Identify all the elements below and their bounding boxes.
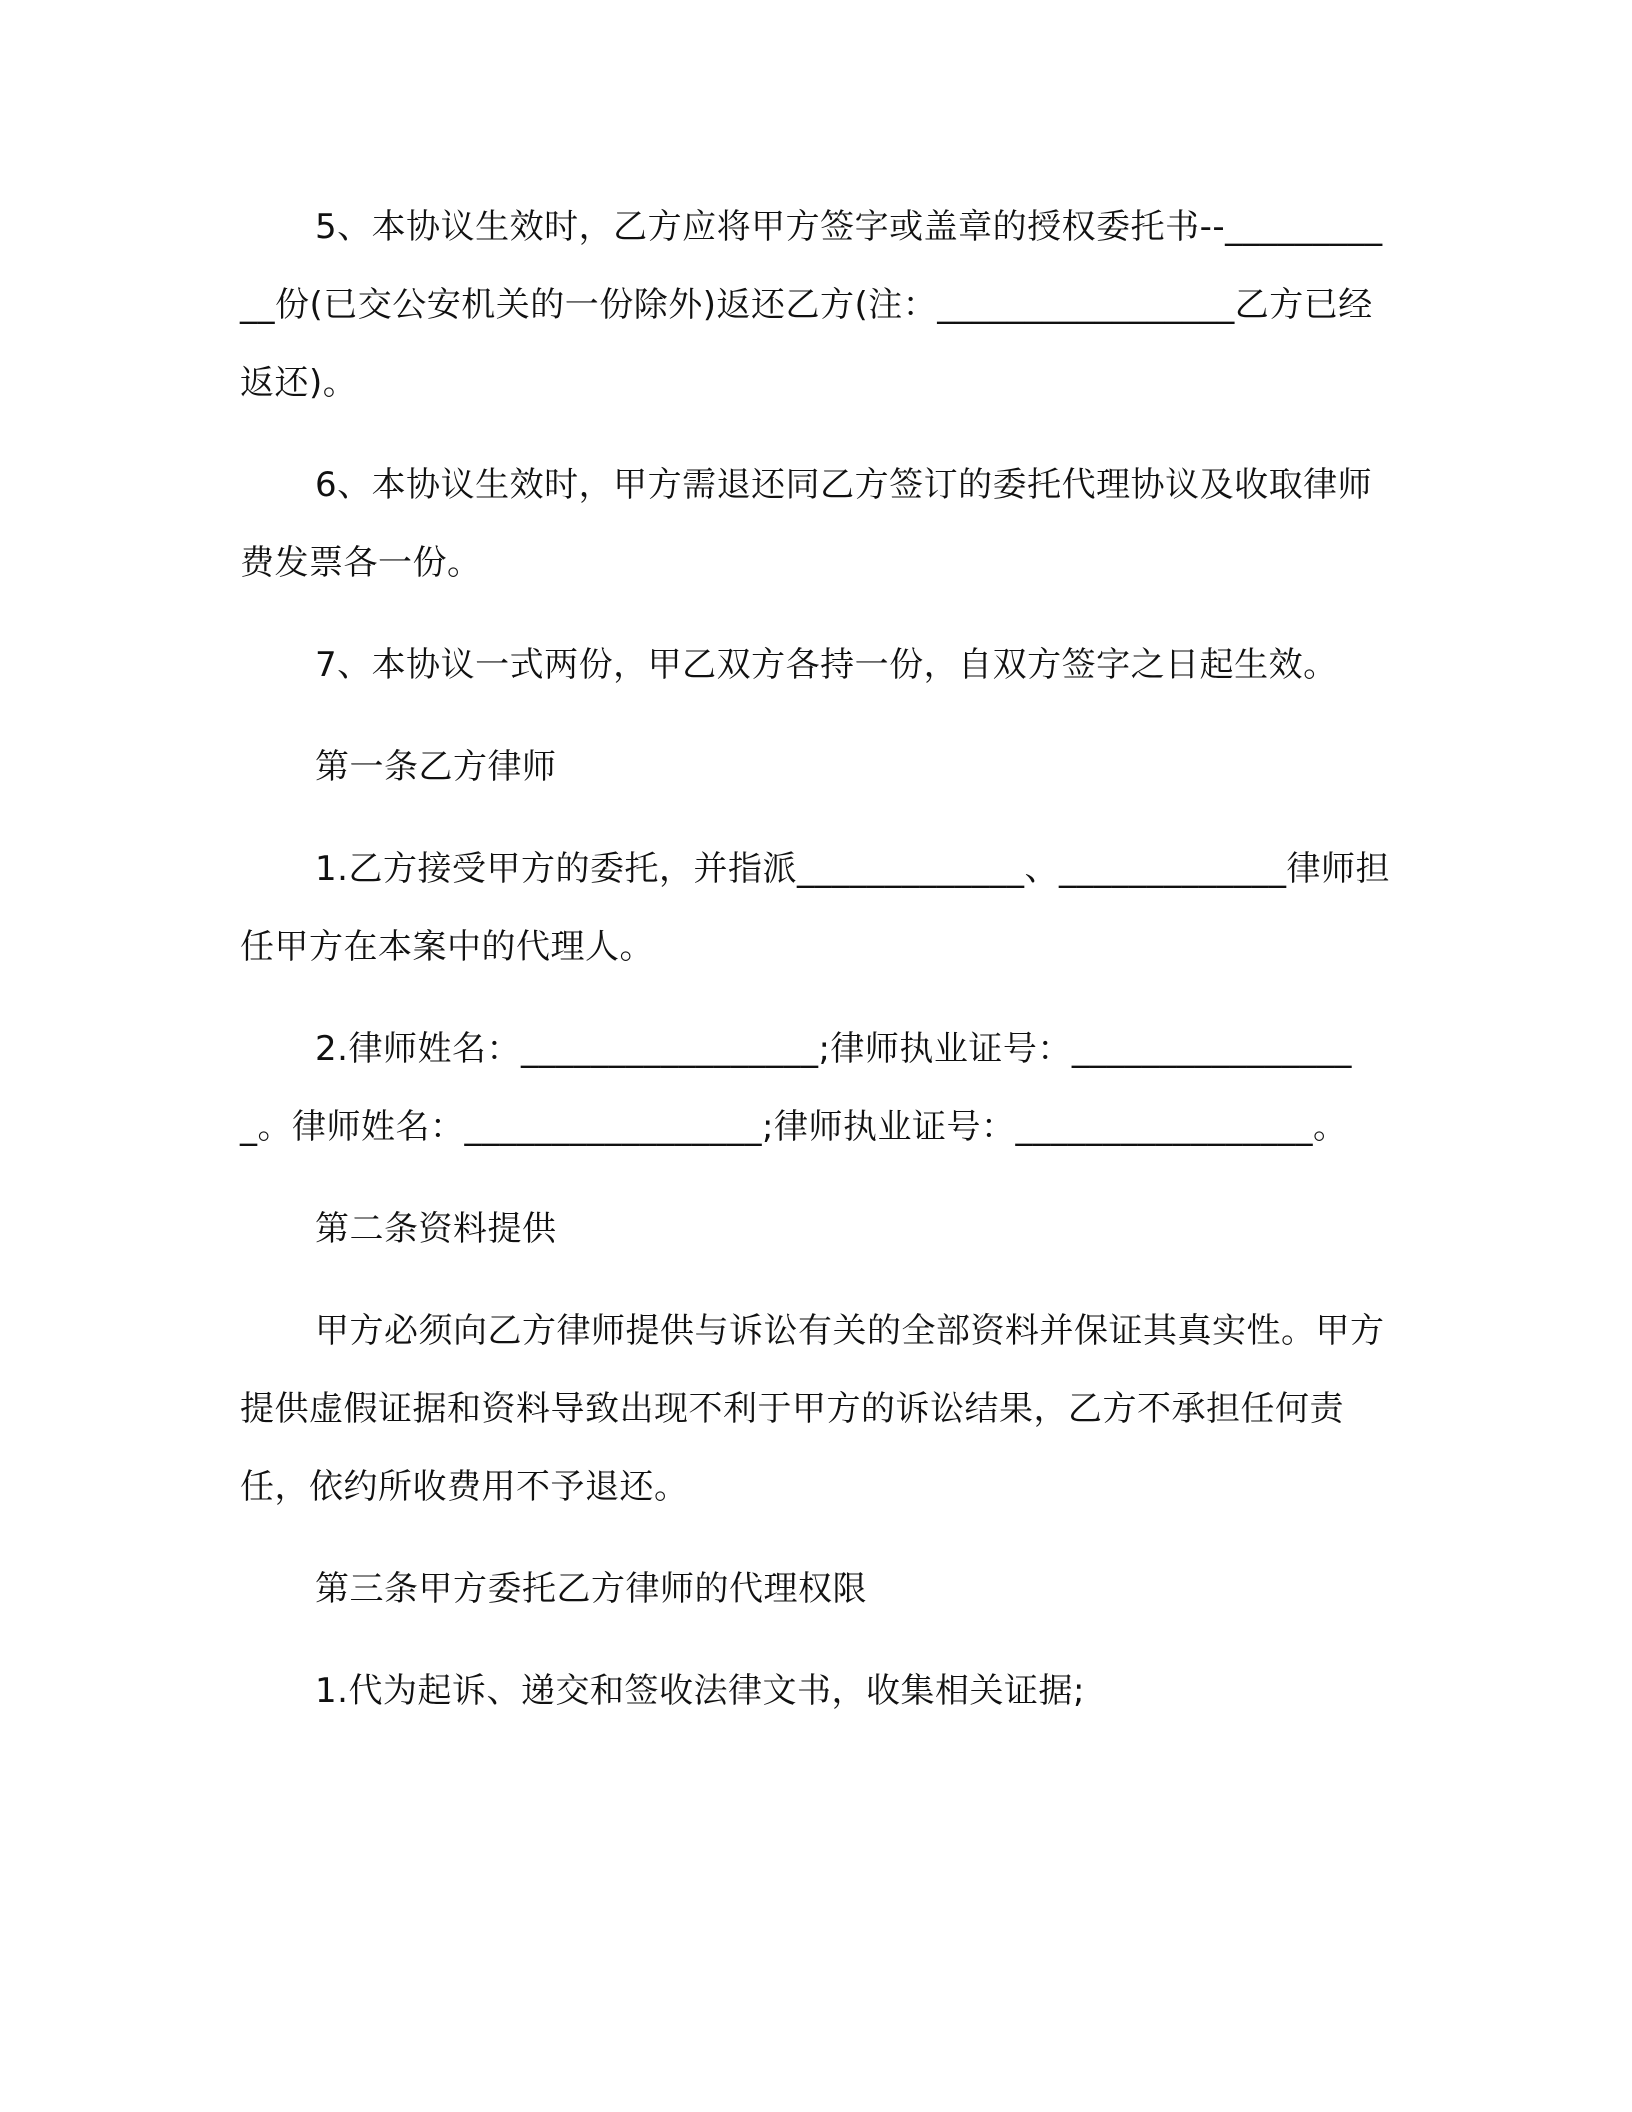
article-3-item-1: 1.代为起诉、递交和签收法律文书，收集相关证据;	[315, 1671, 1085, 1711]
article-3-heading: 第三条甲方委托乙方律师的代理权限	[315, 1569, 867, 1609]
article-2-body: 甲方必须向乙方律师提供与诉讼有关的全部资料并保证其真实性。甲方提供虚假证据和资料导致出现不利于甲方的诉讼结果，乙方不承担任何责任，依约所收费用不予退还。	[240, 1311, 1385, 1507]
article-1-item-2: 2.律师姓名：_________________;律师执业证号：_________________。律师姓名：_________________;律师执业证号：_________________。	[240, 1029, 1352, 1147]
clause-6-return-agreement: 6、本协议生效时，甲方需退还同乙方签订的委托代理协议及收取律师费发票各一份。	[240, 465, 1373, 583]
article-2-heading: 第二条资料提供	[315, 1209, 557, 1249]
clause-5-return-authorization: 5、本协议生效时，乙方应将甲方签字或盖章的授权委托书--___________份(已交公安机关的一份除外)返还乙方(注：_________________乙方已经返还)。	[240, 207, 1383, 403]
article-1-item-1: 1.乙方接受甲方的委托，并指派_____________、_____________律师担任甲方在本案中的代理人。	[240, 849, 1390, 967]
article-1-heading: 第一条乙方律师	[315, 747, 557, 787]
document-body	[240, 188, 1400, 1754]
clause-7-copies-effective: 7、本协议一式两份，甲乙双方各持一份，自双方签字之日起生效。	[315, 645, 1338, 685]
